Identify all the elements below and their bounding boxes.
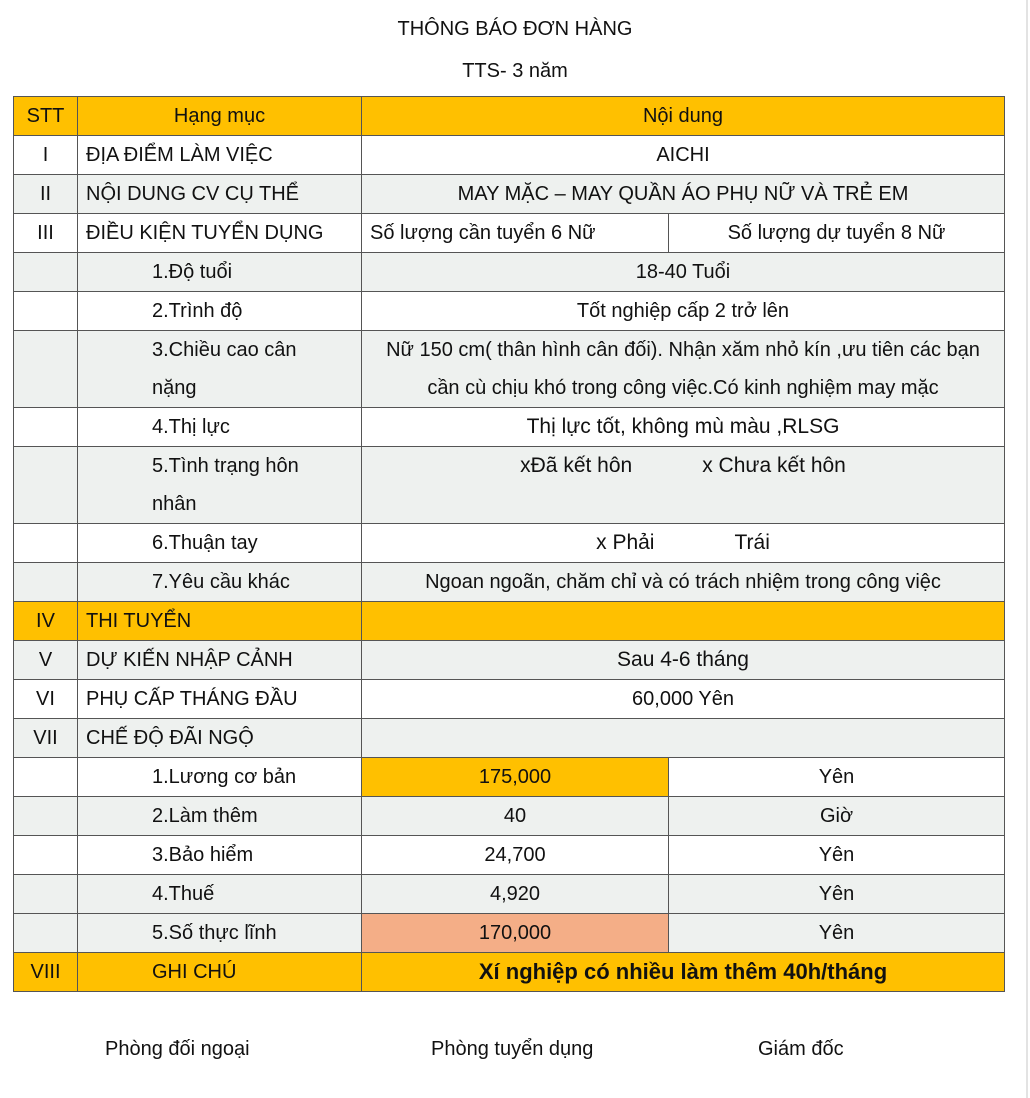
row-value: MAY MẶC – MAY QUẦN ÁO PHỤ NỮ VÀ TRẺ EM xyxy=(362,175,1005,214)
row-value: Tốt nghiệp cấp 2 trở lên xyxy=(362,292,1005,331)
option-left: Trái xyxy=(734,531,770,554)
row-stt: V xyxy=(14,641,78,680)
row-stt-empty xyxy=(14,875,78,914)
option-single: x Chưa kết hôn xyxy=(702,454,846,477)
row-label: 1.Độ tuổi xyxy=(78,253,362,292)
row-stt-empty xyxy=(14,563,78,602)
row-label: CHẾ ĐỘ ĐÃI NGỘ xyxy=(78,719,362,758)
document-title: THÔNG BÁO ĐƠN HÀNG xyxy=(397,18,633,40)
overtime-value: 40 xyxy=(362,797,669,836)
row-stt: IV xyxy=(14,602,78,641)
table-row-exam xyxy=(14,602,1005,641)
table-row-overtime xyxy=(14,797,1005,836)
row-stt-empty xyxy=(14,524,78,563)
row-stt: VIII xyxy=(14,953,78,992)
row-label: 1.Lương cơ bản xyxy=(78,758,362,797)
table-header-row xyxy=(14,97,1005,136)
net-value: 170,000 xyxy=(362,914,669,953)
header-content: Nội dung xyxy=(362,97,1005,136)
row-stt-empty xyxy=(14,447,78,524)
row-label: ĐIỀU KIỆN TUYỂN DỤNG xyxy=(78,214,362,253)
row-stt: III xyxy=(14,214,78,253)
signature-foreign-affairs: Phòng đối ngoại xyxy=(105,1038,250,1060)
row-stt-empty xyxy=(14,253,78,292)
row-stt-empty xyxy=(14,914,78,953)
row-stt-empty xyxy=(14,836,78,875)
table-row-location xyxy=(14,136,1005,175)
needed-count: Số lượng cần tuyển 6 Nữ xyxy=(362,214,669,253)
document-subtitle: TTS- 3 năm xyxy=(462,60,568,82)
row-value: Nữ 150 cm( thân hình cân đối). Nhận xăm nhỏ kín ,ưu tiên các bạn cần cù chịu khó trong công việc.Có kinh nghiệm may mặc xyxy=(362,331,1005,408)
row-value: Ngoan ngoãn, chăm chỉ và có trách nhiệm trong công việc xyxy=(362,563,1005,602)
row-label: PHỤ CẤP THÁNG ĐẦU xyxy=(78,680,362,719)
row-label: 3.Bảo hiểm xyxy=(78,836,362,875)
row-value: Thị lực tốt, không mù màu ,RLSG xyxy=(362,408,1005,447)
table-row-tax xyxy=(14,875,1005,914)
table-row-height xyxy=(14,331,1005,408)
row-label: DỰ KIẾN NHẬP CẢNH xyxy=(78,641,362,680)
table-row-vision xyxy=(14,408,1005,447)
overtime-unit: Giờ xyxy=(669,797,1005,836)
table-row-allowance xyxy=(14,680,1005,719)
salary-value: 175,000 xyxy=(362,758,669,797)
header-stt: STT xyxy=(14,97,78,136)
row-label: 6.Thuận tay xyxy=(78,524,362,563)
table-row-entry xyxy=(14,641,1005,680)
row-stt: I xyxy=(14,136,78,175)
row-label: 4.Thuế xyxy=(78,875,362,914)
row-stt-empty xyxy=(14,408,78,447)
row-label: 7.Yêu cầu khác xyxy=(78,563,362,602)
table-row-age xyxy=(14,253,1005,292)
row-stt-empty xyxy=(14,758,78,797)
row-value xyxy=(362,447,1005,524)
table-row-other xyxy=(14,563,1005,602)
row-value: Sau 4-6 tháng xyxy=(362,641,1005,680)
order-table xyxy=(13,96,1005,992)
tax-value: 4,920 xyxy=(362,875,669,914)
row-label: 2.Trình độ xyxy=(78,292,362,331)
note-value: Xí nghiệp có nhiều làm thêm 40h/tháng xyxy=(362,953,1005,992)
row-label: ĐỊA ĐIỂM LÀM VIỆC xyxy=(78,136,362,175)
table-row-education xyxy=(14,292,1005,331)
page-edge-divider xyxy=(1026,0,1028,1098)
row-label: 5.Số thực lĩnh xyxy=(78,914,362,953)
row-label: THI TUYỂN xyxy=(78,602,362,641)
option-married: xĐã kết hôn xyxy=(520,454,633,477)
row-value xyxy=(362,524,1005,563)
table-row-marital xyxy=(14,447,1005,524)
row-stt: VI xyxy=(14,680,78,719)
row-stt-empty xyxy=(14,331,78,408)
row-value xyxy=(362,719,1005,758)
row-label: GHI CHÚ xyxy=(78,953,362,992)
row-label: 3.Chiều cao cân nặng xyxy=(78,331,362,408)
candidate-count: Số lượng dự tuyển 8 Nữ xyxy=(669,214,1005,253)
table-row-insurance xyxy=(14,836,1005,875)
insurance-value: 24,700 xyxy=(362,836,669,875)
row-value: 18-40 Tuổi xyxy=(362,253,1005,292)
table-row-conditions xyxy=(14,214,1005,253)
row-value: AICHI xyxy=(362,136,1005,175)
row-value xyxy=(362,602,1005,641)
salary-unit: Yên xyxy=(669,758,1005,797)
table-row-benefits xyxy=(14,719,1005,758)
signature-recruitment: Phòng tuyển dụng xyxy=(431,1038,594,1060)
row-stt-empty xyxy=(14,797,78,836)
row-stt: II xyxy=(14,175,78,214)
row-stt-empty xyxy=(14,292,78,331)
table-row-job xyxy=(14,175,1005,214)
signature-director: Giám đốc xyxy=(758,1038,844,1060)
table-row-handed xyxy=(14,524,1005,563)
row-value: 60,000 Yên xyxy=(362,680,1005,719)
row-label: 2.Làm thêm xyxy=(78,797,362,836)
row-label: 4.Thị lực xyxy=(78,408,362,447)
row-label: 5.Tình trạng hôn nhân xyxy=(78,447,362,524)
table-row-note xyxy=(14,953,1005,992)
tax-unit: Yên xyxy=(669,875,1005,914)
table-row-salary xyxy=(14,758,1005,797)
row-label: NỘI DUNG CV CỤ THỂ xyxy=(78,175,362,214)
insurance-unit: Yên xyxy=(669,836,1005,875)
net-unit: Yên xyxy=(669,914,1005,953)
option-right: x Phải xyxy=(596,531,655,554)
row-stt: VII xyxy=(14,719,78,758)
header-category: Hạng mục xyxy=(78,97,362,136)
table-row-net xyxy=(14,914,1005,953)
